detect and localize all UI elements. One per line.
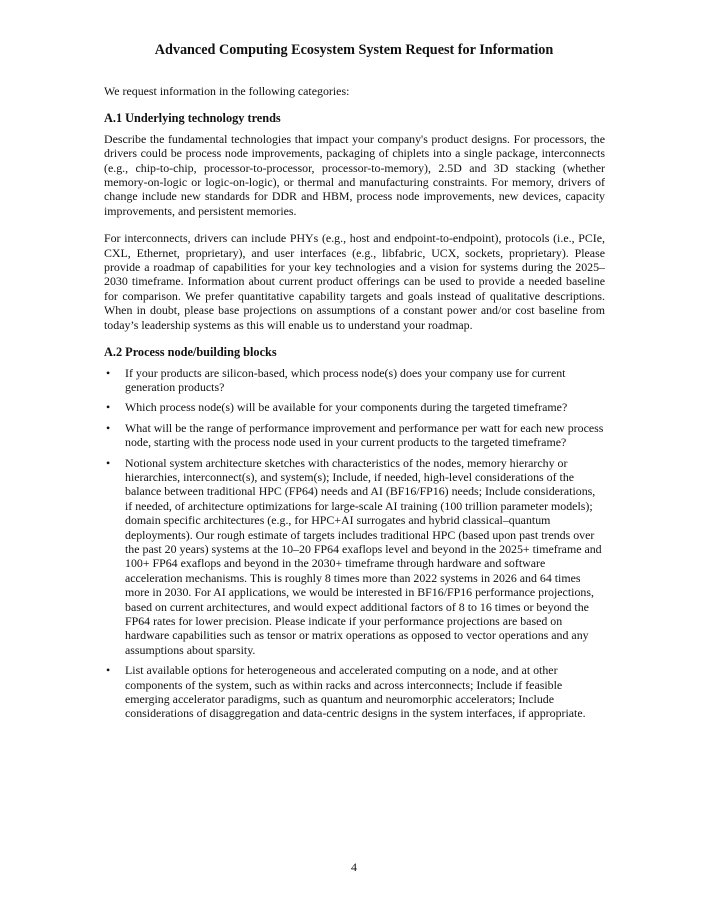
section-a1 [104,111,605,332]
section-heading-a1: A.1 Underlying technology trends [104,111,281,126]
list-item-text: Which process node(s) will be available for your components during the targeted timeframe? [125,400,568,415]
bullet-icon: • [106,455,111,470]
list-item-text: If your products are silicon-based, which process node(s) does your company use for current generation products? [125,365,566,394]
list-item [104,456,605,658]
bullet-icon: • [106,400,111,415]
list-item-text: List available options for heterogeneous and accelerated computing on a node, and at other components of the system, such as within racks and across interconnects; Include if feasible emerging accelerator paradigms, such as quantum and neuromorphic accelerators; Include considerations of disaggregation and data-centric designs in the system interfaces, if appropriate. [125,663,586,721]
list-item-text: What will be the range of performance improvement and performance per watt for each new process node, starting with the process node used in your current products to the targeted timeframe? [125,420,604,450]
intro-text: We request information in the following categories: [104,84,350,98]
page-number: 4 [351,860,357,874]
paragraph-technology-drivers: Describe the fundamental technologies that impact your company's product designs. For processors, the drivers could be process node improvements, packaging of chiplets into a single package, interconnects (e.g., chip-to-chip, processor-to-processor, processor-to-memory), 2.5D and 3D stacking (whether memory-on-logic or logic-on-logic), or thermal and manufacturing constraints. For memory, drivers of change include new standards for DDR and HBM, process node improvements, new devices, capacity improvements, and persistent memories. [104,131,605,218]
bullet-icon: • [106,365,111,380]
bullet-list [104,366,605,721]
list-item-text: Notional system architecture sketches with characteristics of the nodes, memory hierarchy or hierarchies, interconnect(s), and system(s); Include, if needed, high-level considerations of the balance between traditional HPC (FP64) needs and AI (BF16/FP16) needs; Include considerations, if needed, of architecture optimizations for large-scale AI training (100 trillion parameter models); domain specific architectures (e.g., for HPC+AI surrogates and hybrid classical–quantum deployments). Our rough estimate of targets includes traditional HPC (based upon past trends over the past 20 years) systems at the 10–20 FP64 exaflops level and beyond in the 2025+ timeframe and 100+ FP64 exaflops and beyond in the 2030+ timeframe through hardware and software acceleration mechanisms. This is roughly 8 times more than 2022 systems in 2026 and 64 times more in 2030. For AI applications, we would be interested in BF16/FP16 performance projections, based on current architectures, and would expect additional factors of 8 to 16 times or beyond the FP64 rates for lower precision. Please indicate if your performance projections are based on hardware capabilities such as tensor or matrix operations as opposed to vector operations and any assumptions about sparsity. [125,455,602,657]
document-title: Advanced Computing Ecosystem System Request for Information [154,42,554,58]
list-item [104,366,605,395]
bullet-icon: • [106,663,111,678]
list-item [104,663,605,721]
section-a2 [104,345,605,721]
list-item [104,400,605,414]
bullet-icon: • [106,420,111,435]
list-item [104,421,605,450]
section-heading-a2: A.2 Process node/building blocks [104,345,277,360]
paragraph-interconnect-drivers: For interconnects, drivers can include PHYs (e.g., host and endpoint-to-endpoint), protocols (i.e., PCIe, CXL, Ethernet, proprietary), and user interfaces (e.g., libfabric, UCX, sockets, proprietary). Please provide a roadmap of capabilities for your key technologies and a vision for systems during the 2025–2030 timeframe. Information about current product offerings can be used to provide a needed baseline for comparison. We prefer quantitative capability targets and goals instead of qualitative descriptions. When in doubt, please base projections on assumptions of a constant power and/or cost baseline from today’s leadership systems as this will enable us to understand your roadmap. [104,231,605,332]
document-body [104,84,605,727]
